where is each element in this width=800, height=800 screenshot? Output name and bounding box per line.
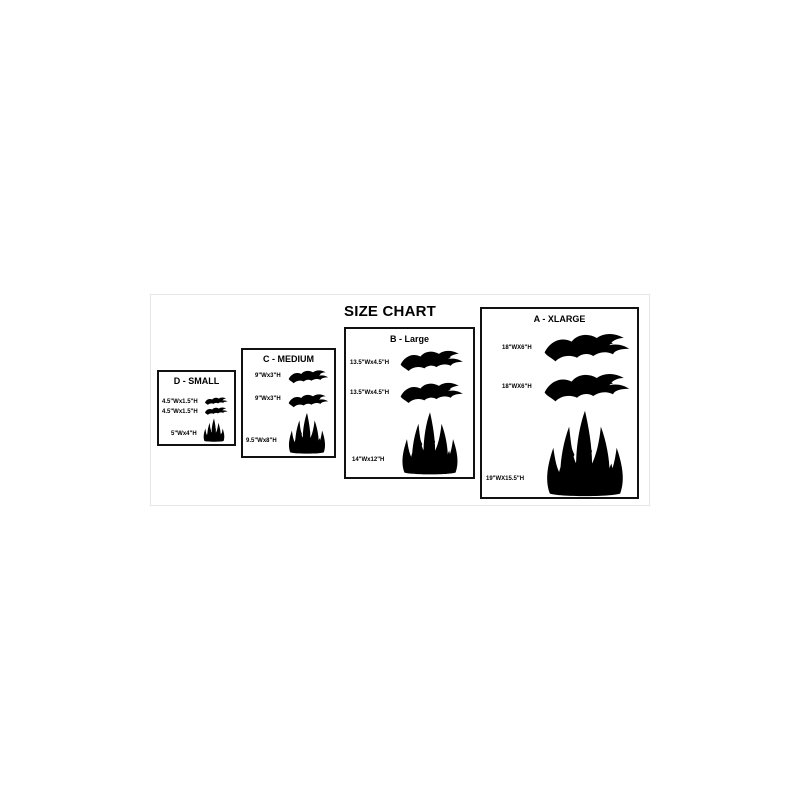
medium-label-3: 9.5"Wx8"H	[246, 438, 277, 444]
small-flame-3	[201, 418, 227, 442]
small-label-2: 4.5"Wx1.5"H	[162, 409, 198, 415]
panel-small	[157, 370, 236, 446]
large-flame-3	[396, 411, 464, 475]
small-flame-2	[204, 406, 228, 416]
panel-large-title: B - Large	[389, 334, 429, 344]
panel-xlarge	[480, 307, 639, 499]
panel-large	[344, 327, 475, 479]
medium-label-2: 9"Wx3"H	[255, 396, 281, 402]
large-flame-1	[398, 347, 464, 374]
large-label-1: 13.5"Wx4.5"H	[350, 360, 390, 366]
chart-title: SIZE CHART	[344, 303, 436, 320]
xlarge-label-3: 19"WX15.5"H	[486, 476, 525, 482]
panel-small-title: D - SMALL	[173, 376, 220, 386]
medium-label-1: 9"Wx3"H	[255, 373, 281, 379]
medium-flame-2	[287, 392, 329, 409]
xlarge-label-1: 18"WX6"H	[502, 345, 532, 351]
medium-flame-3	[285, 412, 329, 454]
panel-xlarge-title: A - XLARGE	[533, 314, 586, 324]
large-flame-2	[398, 379, 464, 406]
xlarge-flame-2	[538, 369, 634, 405]
small-label-3: 5"Wx4"H	[171, 431, 197, 437]
small-flame-1	[204, 396, 228, 406]
xlarge-label-2: 18"WX6"H	[502, 384, 532, 390]
large-label-3: 14"Wx12"H	[352, 457, 385, 463]
medium-flame-1	[287, 368, 329, 385]
panel-medium-title: C - MEDIUM	[263, 354, 314, 364]
panel-medium	[241, 348, 336, 458]
xlarge-flame-3	[536, 409, 634, 497]
small-label-1: 4.5"Wx1.5"H	[162, 399, 198, 405]
large-label-2: 13.5"Wx4.5"H	[350, 390, 390, 396]
xlarge-flame-1	[538, 329, 634, 365]
